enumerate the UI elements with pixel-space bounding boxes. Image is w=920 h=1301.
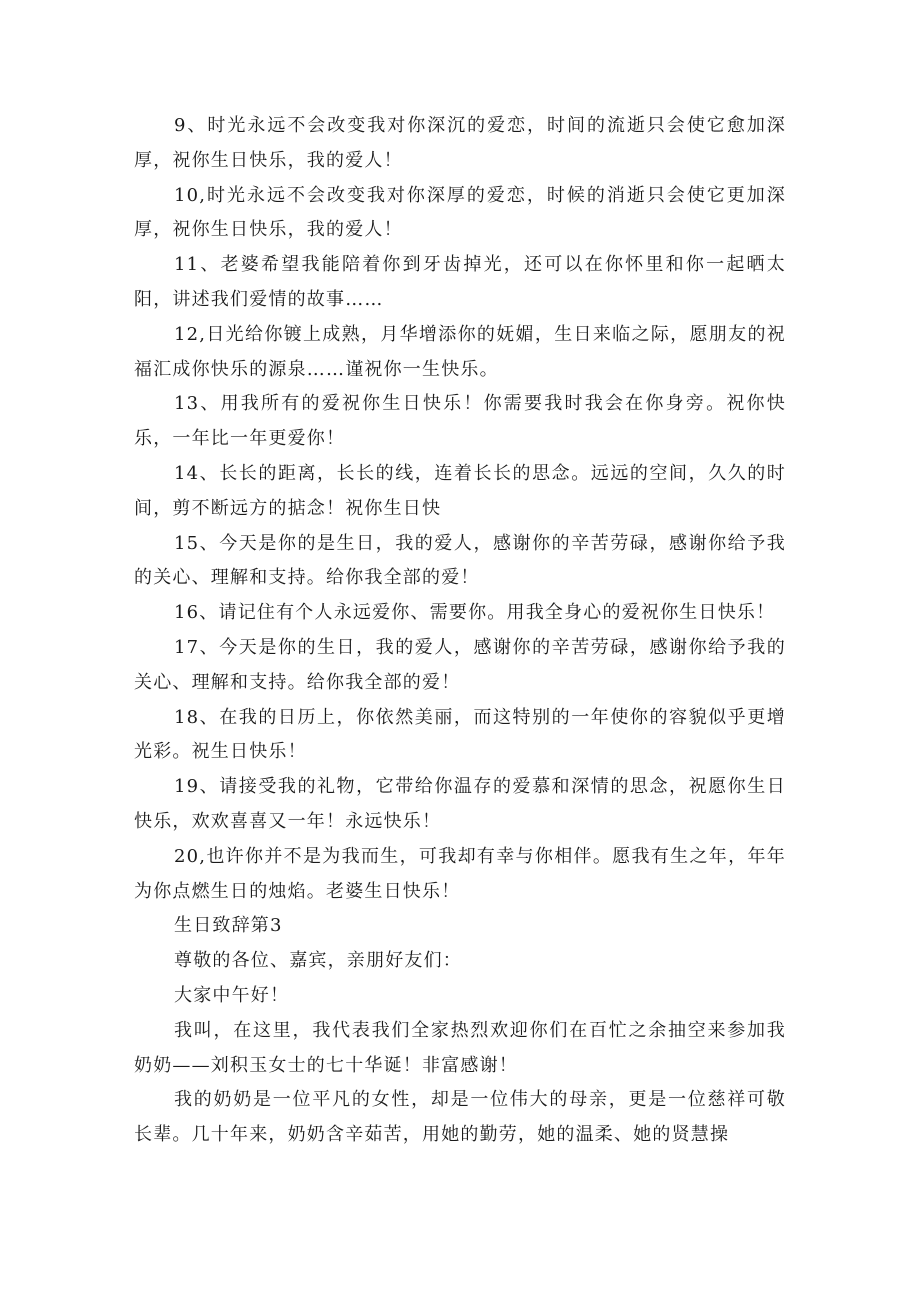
paragraph-wish-18: 18、在我的日历上，你依然美丽，而这特别的一年使你的容貌似乎更增光彩。祝生日快乐！ (134, 706, 786, 763)
paragraph-wish-15: 15、今天是你的是生日，我的爱人，感谢你的辛苦劳碌，感谢你给予我的关心、理解和支持。给你我全部的爱！ (134, 532, 786, 589)
paragraph-wish-9: 9、时光永远不会改变我对你深沉的爱恋，时间的流逝只会使它愈加深厚，祝你生日快乐，我的爱人！ (134, 115, 786, 171)
speech-salutation: 尊敬的各位、嘉宾，亲朋好友们： (174, 950, 462, 972)
document-body (134, 109, 786, 1153)
paragraph-wish-19: 19、请接受我的礼物，它带给你温存的爱慕和深情的思念，祝愿你生日快乐，欢欢喜喜又一年！永远快乐！ (134, 776, 786, 832)
speech-paragraph-welcome: 我叫，在这里，我代表我们全家热烈欢迎你们在百忙之余抽空来参加我奶奶——刘积玉女士的七十华诞！非富感谢！ (134, 1019, 786, 1076)
paragraph-wish-11: 11、老婆希望我能陪着你到牙齿掉光，还可以在你怀里和你一起晒太阳，讲述我们爱情的故事…… (134, 254, 786, 310)
paragraph-wish-17: 17、今天是你的生日，我的爱人，感谢你的辛苦劳碌，感谢你给予我的关心、理解和支持。给你我全部的爱！ (134, 636, 786, 693)
paragraph-wish-14: 14、长长的距离，长长的线，连着长长的思念。远远的空间，久久的时间，剪不断远方的掂念！祝你生日快 (134, 462, 786, 519)
paragraph-wish-12: 12,日光给你镀上成熟，月华增添你的妩媚，生日来临之际，愿朋友的祝福汇成你快乐的源泉……谨祝你一生快乐。 (134, 323, 786, 380)
paragraph-wish-20: 20,也许你并不是为我而生，可我却有幸与你相伴。愿我有生之年，年年为你点燃生日的烛焰。老婆生日快乐！ (134, 845, 786, 902)
paragraph-wish-16: 16、请记住有个人永远爱你、需要你。用我全身心的爱祝你生日快乐！ (174, 602, 776, 624)
paragraph-wish-10: 10,时光永远不会改变我对你深厚的爱恋，时候的消逝只会使它更加深厚，祝你生日快乐，我的爱人！ (134, 184, 786, 241)
section-heading: 生日致辞第3 (174, 915, 283, 937)
paragraph-wish-13: 13、用我所有的爱祝你生日快乐！你需要我时我会在你身旁。祝你快乐，一年比一年更爱你！ (134, 393, 786, 450)
speech-greeting: 大家中午好！ (174, 984, 290, 1006)
speech-paragraph-grandmother: 我的奶奶是一位平凡的女性，却是一位伟大的母亲，更是一位慈祥可敬长辈。几十年来，奶奶含辛茹苦，用她的勤劳，她的温柔、她的贤慧操 (134, 1089, 786, 1146)
